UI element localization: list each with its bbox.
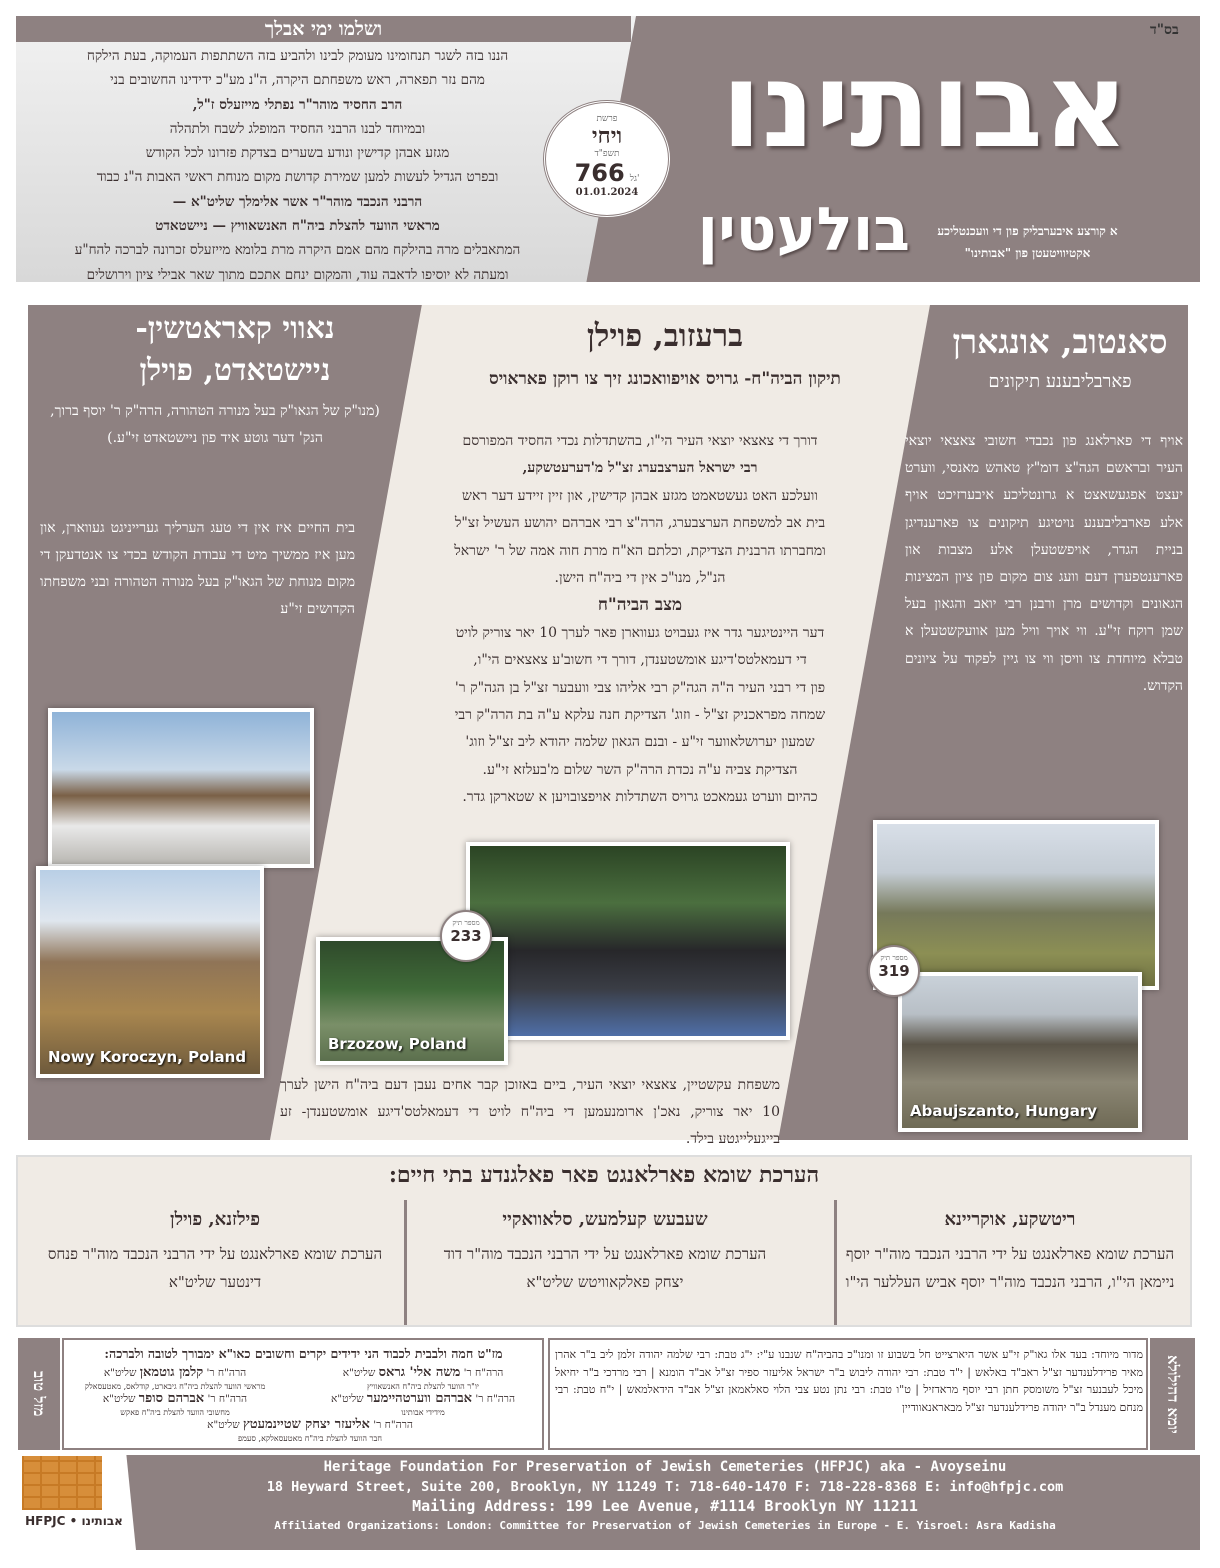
entry-name: משה אלי' גראס bbox=[378, 1365, 461, 1380]
badge-number: 233 bbox=[450, 927, 482, 945]
mazal-tov-entry bbox=[318, 1366, 528, 1393]
brick-wall-logo-icon bbox=[22, 1456, 102, 1510]
photo-caption: Abaujszanto, Hungary bbox=[910, 1102, 1098, 1120]
photo-abaujszanto bbox=[898, 972, 1142, 1132]
mazal-tov-entry bbox=[190, 1418, 430, 1445]
right-section-title: סאנטוב, אונגארן bbox=[952, 322, 1168, 361]
survey-item-text: הערכת שומא פארלאנגט על ידי הרבני הנכבד מוה"ר דוד יצחק פאלקאוויטש שליט"א bbox=[443, 1245, 767, 1291]
center-line: דורך די צאצאי יוצאי העיר הי"ו, בהשתדלות נכדי החסיד המפורסם bbox=[462, 433, 818, 449]
survey-item-text: הערכת שומא פארלאנגט על ידי הרבני הנכבד מוה"ר פנחס דינטער שליט"א bbox=[47, 1245, 383, 1291]
entry-prefix: הרה"ח ר' bbox=[206, 1367, 247, 1379]
survey-item-name: פילזנא, פוילן bbox=[169, 1209, 261, 1230]
center-line: כהיום ווערט געמאכט גרויס השתדלות אויפצובויען א שטארקן גדר. bbox=[462, 789, 818, 806]
mourning-text bbox=[20, 44, 575, 287]
mourning-line: הרב החסיד מוהר"ר נפתלי מייזעלס ז"ל, bbox=[192, 96, 403, 113]
left-section-body: בית החיים איז אין די טעג הערליך גערייניגט געווארן, און מען איז ממשיך מיט די עבודת הקודש בכדי צו אנטדעקן די מקום מנוחת של הגאו"ק בעל מנורה הטהורה ובני משפחתו הקדושים זי"ע bbox=[40, 520, 355, 617]
photo-caption: Brzozow, Poland bbox=[328, 1035, 467, 1053]
entry-note: מידידי אבותינו bbox=[401, 1408, 445, 1417]
footer-org-name: Heritage Foundation For Preservation of Jewish Cemeteries (HFPJC) aka - Avoyseinu bbox=[323, 1459, 1007, 1475]
left-title-line: נאווי קאראטשין- bbox=[135, 311, 335, 346]
file-number-badge bbox=[440, 910, 492, 962]
left-section-title bbox=[40, 308, 430, 392]
survey-item-text: הערכת שומא פארלאנגט על ידי הרבני הנכבד מוה"ר יוסף ניימאן הי"ו, הרבני הנכבד מוה"ר יוסף אביש העללער הי"ו bbox=[845, 1245, 1175, 1291]
center-line: שמעון יערושלאווער זי"ע - ובנם הגאון שלמה יהודא ליב זצ"ל וזוג' bbox=[465, 734, 815, 751]
mazal-tov-heading: מז"ט חמה ולבבית לכבוד הני ידידים יקרים וחשובים כאו"א ימבורך לטובה ולברכה: bbox=[104, 1346, 503, 1361]
center-section-body bbox=[380, 428, 900, 812]
entry-prefix: הרה"ח ר' bbox=[463, 1367, 504, 1379]
entry-name: אברהם סופר bbox=[138, 1391, 205, 1406]
mazal-tov-side-label: מזל טוב bbox=[18, 1338, 60, 1450]
center-line: דער היינטיגער גדר איז געבויט געווארן פאר לערך 10 יאר צוריק לויט bbox=[455, 624, 825, 641]
entry-name: קלמן גוטמאן bbox=[139, 1365, 204, 1380]
issue-seal bbox=[543, 100, 671, 218]
entry-suffix: שליט"א bbox=[342, 1367, 376, 1379]
survey-divider bbox=[834, 1200, 837, 1325]
issue-pre: פרשת bbox=[596, 114, 618, 124]
center-line: הצדיקת צביה ע"ה נכדת הרה"ק השר שלום מ'בעלזא זי"ע. bbox=[482, 761, 798, 778]
center-line: שמחה מפראכניק זצ"ל - וזוג' הצדיקת חנה עלקא ע"ה בת הרה"ק רבי bbox=[454, 707, 826, 724]
logo-title: אבותינו bbox=[721, 36, 1129, 174]
yahrzeit-side-label: יומא דהילולא bbox=[1150, 1338, 1195, 1450]
center-bottom-caption: משפחת עקשטיין, צאצאי יוצאי העיר, ביים באזוכן קבר אחים נעבן דעם ביה"ח הישן לערך 10 יאר צוריק, נאכ'ן ארומנעמען די ביה"ח לויט די דעמאלטס'דיגע אומשטענדן- זע בייגעלייגטע בילד. bbox=[280, 1077, 780, 1147]
badge-label: מספר תיק bbox=[880, 954, 908, 962]
entry-prefix: הרה"ח ר' bbox=[373, 1419, 413, 1431]
entry-prefix: הרה"ח ר' bbox=[475, 1393, 516, 1405]
logo-text: HFPJC • אבותינו bbox=[25, 1514, 123, 1528]
survey-item-name: שעבעש קעלמעש, סלאוואקיי bbox=[502, 1209, 708, 1230]
center-line: רבי ישראל הערצבערג זצ"ל מ'דערעטשקע, bbox=[522, 460, 758, 477]
footer-address: 18 Heyward Street, Suite 200, Brooklyn, NY 11249 T: 718-640-1470 F: 718-228-8368 E: info@hfpjc.com bbox=[266, 1479, 1064, 1495]
center-line: וועלכע האט געשטאמט מגזע אבהן קדישין, און זיין זיידע דער ראש bbox=[462, 487, 818, 504]
entry-note: מחשובי הוועד להצלת ביה"ח פאקש bbox=[120, 1408, 230, 1417]
left-section-subtitle: (מנו"ק של הגאו"ק בעל מנורה הטהורה, הרה"ק ר' יוסף ברוך, הנק' דער גוטע איד פון ניישטאדט זי"ע.) bbox=[50, 403, 380, 446]
entry-note: מראשי הוועד להצלת ביה"ח גיבארט, קודלאס, מאטעסאלק bbox=[84, 1382, 266, 1391]
entry-note: חבר הוועד להצלת ביה"ח מאטעסאלקא, סעמפ bbox=[237, 1434, 383, 1443]
survey-title: הערכת שומא פארלאנגט פאר פאלגנדע בתי חיים: bbox=[388, 1162, 820, 1188]
issue-number-row bbox=[546, 159, 668, 187]
issue-parsha: ויחי bbox=[591, 123, 623, 149]
survey-divider bbox=[404, 1200, 407, 1325]
issue-year: תשפ"ד bbox=[594, 149, 620, 159]
center-line: בית אב למשפחת הערצבערג, הרה"צ רבי אברהם יהושע העשיל זצ"ל bbox=[454, 515, 826, 532]
mourning-line: מגזע אבהן קדישין ונודע בשערים בצדקת פזרונו לכל הקודש bbox=[145, 145, 450, 162]
footer-affiliates: Affiliated Organizations: London: Committee for Preservation of Jewish Cemeteries in Europe - E. Yisroel: Asra Kadisha bbox=[274, 1519, 1056, 1532]
footer-mailing-address: Mailing Address: 199 Lee Avenue, #1114 Brooklyn NY 11211 bbox=[412, 1497, 918, 1515]
center-heading: מצב הביה"ח bbox=[597, 595, 683, 616]
mourning-line: מהם נזר תפארה, ראש משפחתם היקרה, ה"נ מע"כ ידידינו החשובים בני bbox=[110, 72, 485, 89]
issue-number: 766 bbox=[574, 159, 625, 187]
entry-suffix: שליט"א bbox=[330, 1393, 364, 1405]
badge-label: מספר תיק bbox=[452, 919, 480, 927]
mourning-line: ובפרט הגדיל לעשות למען שמירת קדושת מקום מנוחת ראשי האבות ה"נ כבוד bbox=[96, 169, 499, 186]
mourning-line: המתאבלים מרה בהילקח מהם אמם היקרה מרת בלומא מייזעלס זכרונה לברכה להח"ע bbox=[74, 242, 521, 259]
center-line: ומחברתו הרבנית הצדיקת, וכלתם הא"ח מרת חוה אמה של ר' ישראל bbox=[454, 542, 826, 559]
logo-subtitle: בולעטין bbox=[697, 195, 910, 265]
entry-name: אברהם ווערטהיימער bbox=[366, 1391, 472, 1406]
right-section-body: אויף די פארלאנג פון נכבדי חשובי צאצאי יוצאי העיר ובראשם הגה"צ דומ"ץ טאהש מאנסי, ווערט יעצט אפגעשאצט א גרונטליכע איבערזיכט אויף אלע פארבליבענע נויטיגע תיקונים צו פארענדיגן בניית הגדר, אויפשטעלן אלע מצבות און פארענטפערן דעם וועג צום מקום פון ציון המצינות הגאונים וקדושים מרן ורבנן רבי יואב והגאון בעל שמן רוקח זי"ע. ווי אויך וויל מען אוועקשטעלן א טבלא מיוחדת צו וויסן ווי צו גיין לפקוד על ציונים הקדוש. bbox=[905, 433, 1183, 694]
survey-item bbox=[840, 1200, 1180, 1296]
badge-number: 319 bbox=[878, 962, 910, 980]
yahrzeit-text: מדור מיוחד: בעד אלו גאו"ק זי"ע אשר היארצייט חל בשבוע זו ומנו"כ בהביה"ח שנבנו ע"י: י"ג טבת: רבי שלמה יהודה זלמן ליב ב"ר אהרן מאיר פרידלענדער זצ"ל ראב"ד באלאש | י"ד טבת: רבי יהודה ליבוש ב"ר ישראל אליעזר ספיר זצ"ל אב"ד הומנא | רבי מרדכי ב"ר יחיאל מיכל לעבנער זצ"ל משומסק חתן רבי יוסף מראדזיל | ט"ו טבת: רבי נתן נטע צבי הלוי סאלאמאן זצ"ל אב"ד הידאלמאש | י"ח טבת: רבי מנחם מענדל ב"ר יהודה פרידלענדער זצ"ל מבאראנאוודיין bbox=[555, 1348, 1143, 1414]
photo-cemetery-path bbox=[48, 708, 314, 868]
center-line: די דעמאלטס'דיגע אומשטענדן, דורך די חשוב'ע צאצאים הי"ו, bbox=[473, 652, 807, 669]
photo-nowy-koroczyn bbox=[36, 866, 264, 1078]
mourning-line: הננו בזה לשגר תנחומינו מעומק לבינו ולהביע בזה השתתפות העמוקה, בעת הילקח bbox=[86, 48, 509, 64]
entry-suffix: שליט"א bbox=[207, 1419, 240, 1431]
entry-prefix: הרה"ח ר' bbox=[207, 1393, 248, 1405]
file-number-badge bbox=[868, 945, 920, 997]
survey-item-name: ריטשקע, אוקריינא bbox=[944, 1209, 1076, 1230]
photo-visitors-ohel bbox=[466, 842, 790, 1040]
mourning-line: מראשי הוועד להצלת ביה"ח האנשאוויץ — ניישטאדט bbox=[155, 218, 440, 235]
entry-suffix: שליט"א bbox=[102, 1393, 136, 1405]
center-section-subtitle: תיקון הביה"ח- גרויס אויפוואכונג זיך צו רוקן פאראויס bbox=[489, 369, 841, 389]
mourning-line: ובמיוחד לבנו הרבני החסיד המופלג לשבח ולתהלה bbox=[169, 120, 426, 137]
right-section-subtitle: פארבליבענע תיקונים bbox=[988, 371, 1132, 392]
issue-label: גל' bbox=[629, 174, 640, 184]
mazal-tov-entry bbox=[70, 1392, 280, 1419]
entry-suffix: שליט"א bbox=[103, 1367, 137, 1379]
mazal-tov-entry bbox=[70, 1366, 280, 1393]
center-line: פון די רבני העיר ה"ה הגה"ק רבי אליהו צבי וועבער זצ"ל בן הגה"ק ר' bbox=[454, 679, 826, 696]
mourning-title: ושלמו ימי אבלך bbox=[16, 16, 631, 42]
entry-name: אליעזר יצחק שטיינמעטץ bbox=[242, 1417, 370, 1432]
mazal-tov-entry bbox=[318, 1392, 528, 1419]
issue-date: 01.01.2024 bbox=[575, 187, 639, 198]
mourning-line: ומעתה לא יוסיפו לדאבה עוד, והמקום ינחם אתכם מתוך שאר אבילי ציון וירושלים bbox=[86, 266, 509, 283]
center-section-title: ברעזוב, פוילן bbox=[586, 318, 744, 354]
mourning-line: הרבני הנכבד מוהר"ר אשר אלימלך שליט"א — bbox=[172, 193, 423, 210]
tagline: א קורצע איבערבליק פון די וועכנטליכע אקטיוויטעטן פון "אבותינו" bbox=[937, 224, 1118, 260]
entry-note: יו"ר הוועד להצלת ביה"ח האנשאוויץ bbox=[367, 1382, 479, 1391]
survey-item bbox=[40, 1200, 390, 1296]
left-title-line: ניישטאדט, פוילן bbox=[139, 353, 331, 388]
center-line: הנ"ל, מנו"כ אין די ביה"ח הישן. bbox=[554, 570, 726, 587]
survey-item bbox=[430, 1200, 780, 1296]
bsd-mark: בס"ד bbox=[1150, 22, 1179, 38]
photo-caption: Nowy Koroczyn, Poland bbox=[48, 1048, 247, 1066]
